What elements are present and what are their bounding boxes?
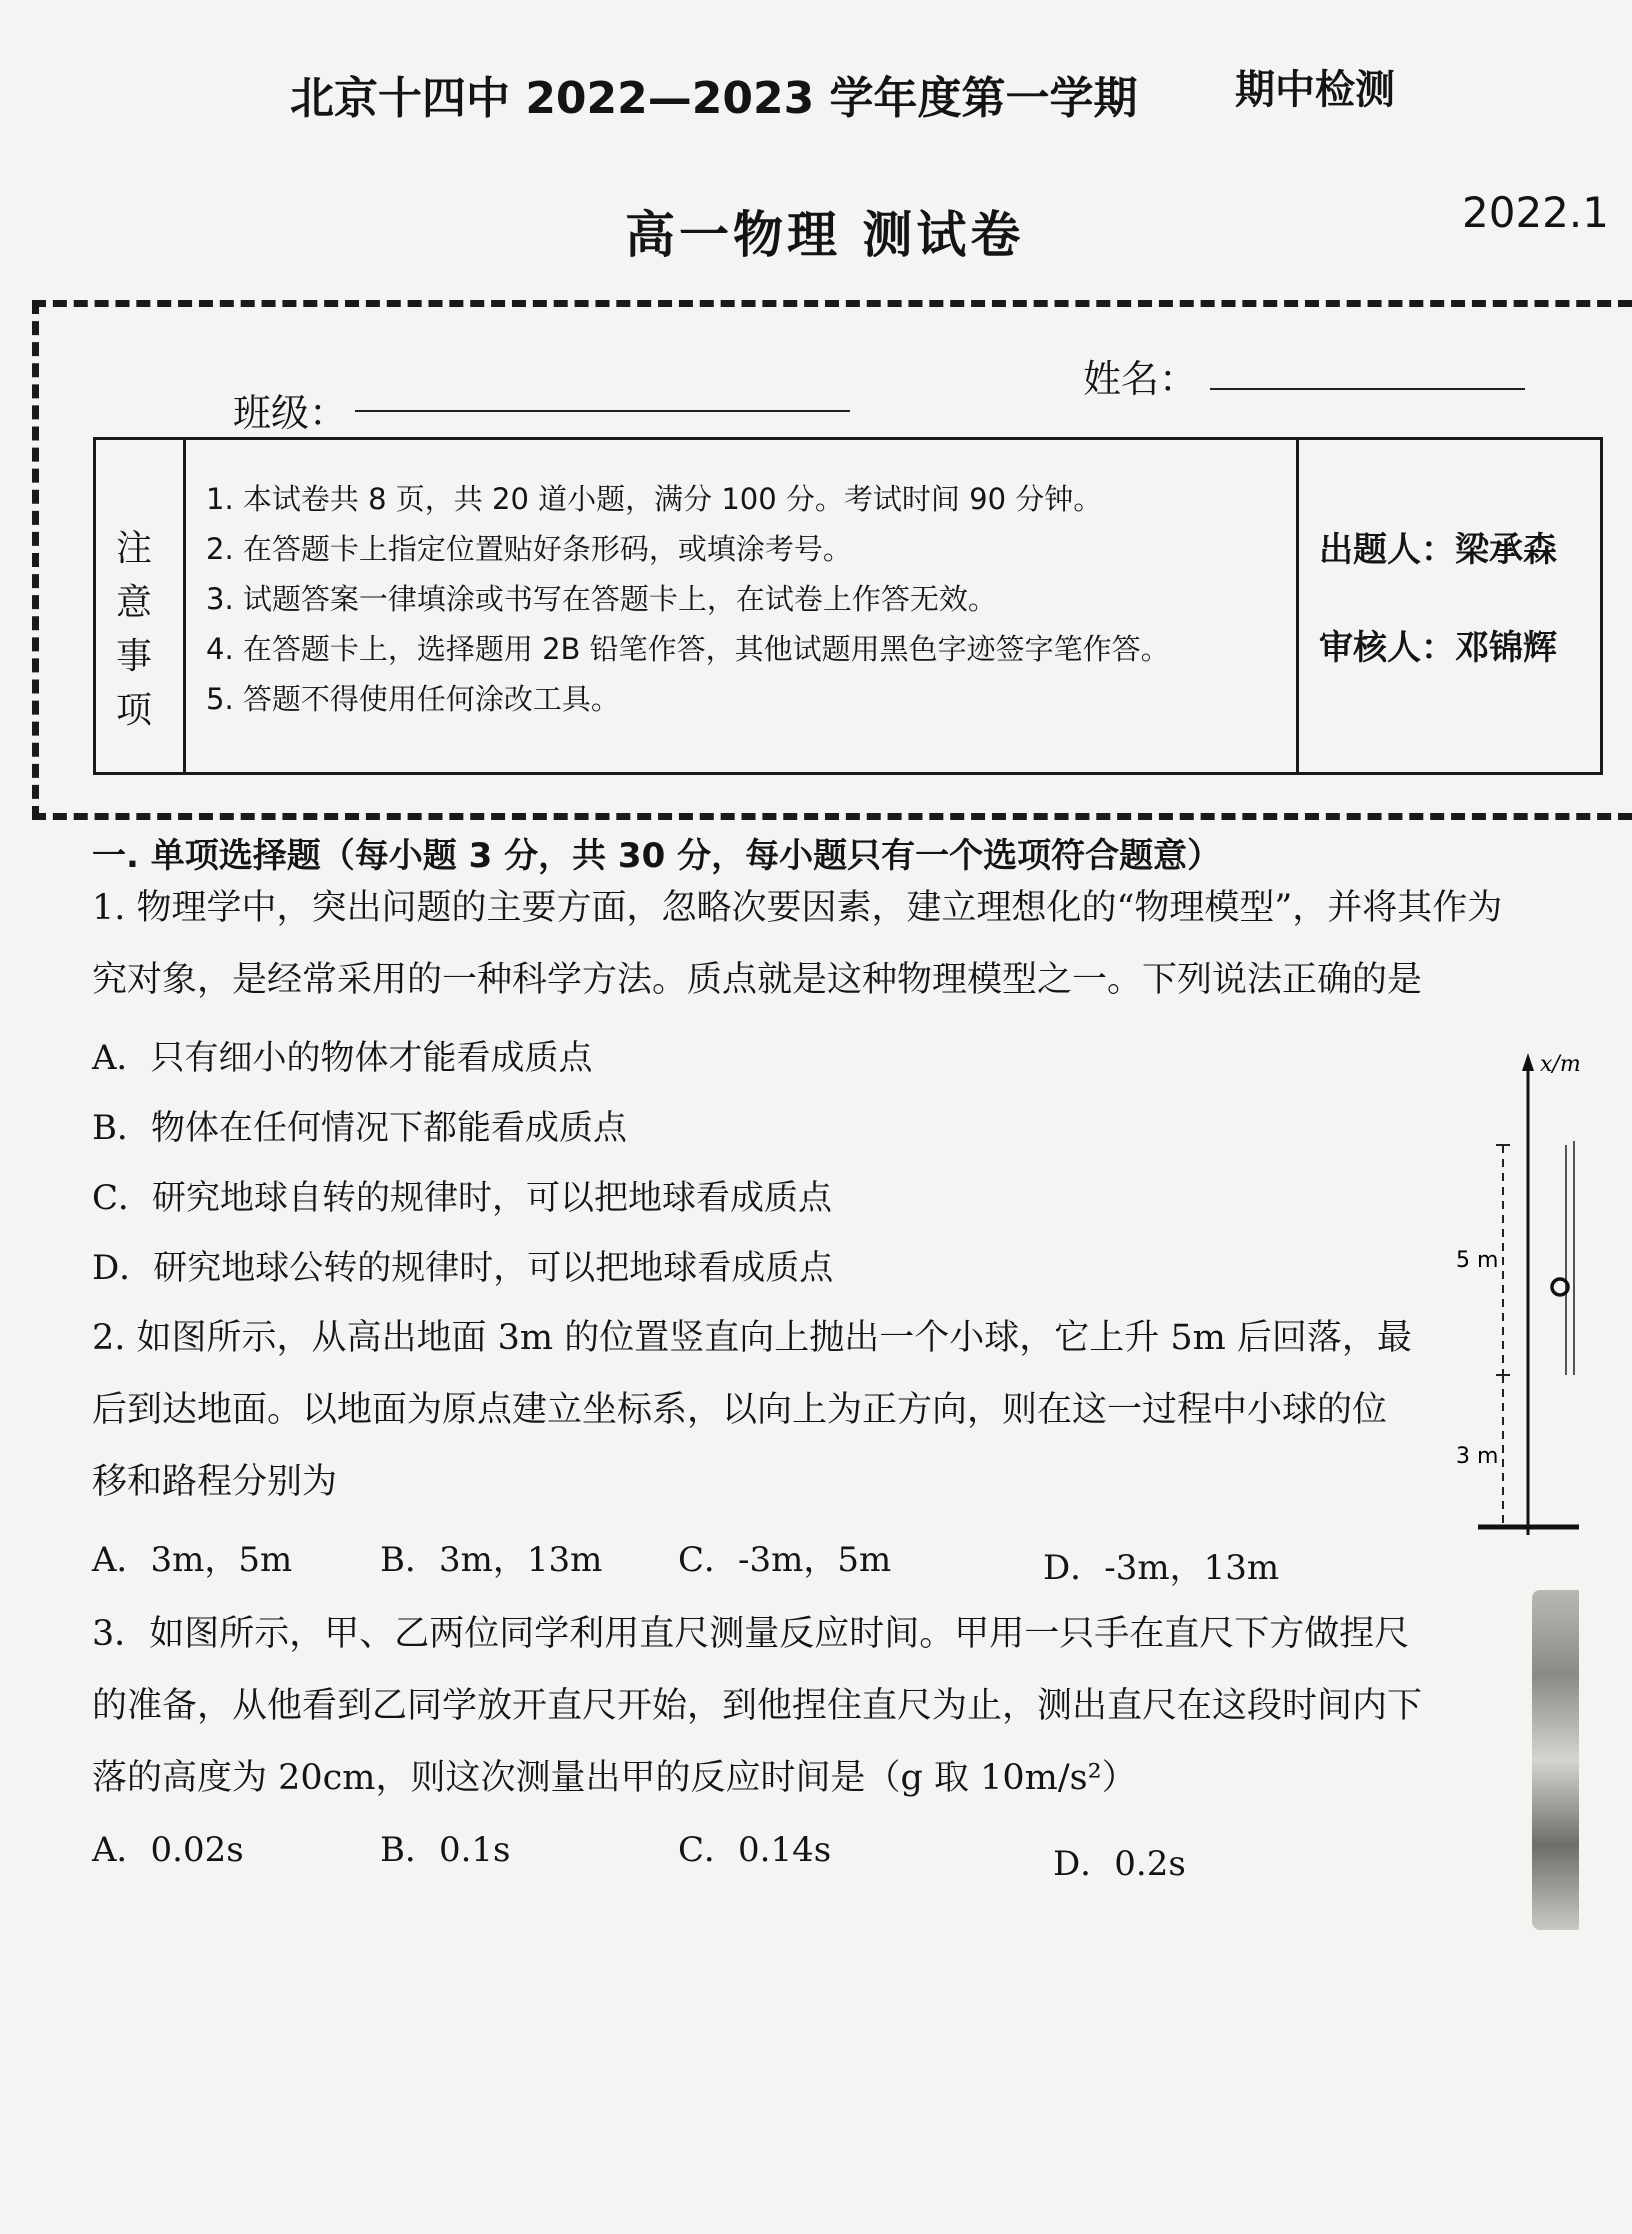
question-1-option-d: D．研究地球公转的规律时，可以把地球看成质点 [92, 1248, 834, 1288]
exam-date: 2022.1 [1462, 188, 1609, 237]
notice-item: 2. 在答题卡上指定位置贴好条形码，或填涂考号。 [206, 532, 852, 566]
question-1-option-c: C．研究地球自转的规律时，可以把地球看成质点 [92, 1178, 833, 1218]
ball-path-line [1566, 1141, 1574, 1375]
question-3-line-2: 的准备，从他看到乙同学放开直尺开始，到他捏住直尺为止，测出直尺在这段时间内下 [92, 1686, 1423, 1726]
name-label: 姓名： [1083, 357, 1198, 401]
question-3-line-1: 3．如图所示，甲、乙两位同学利用直尺测量反应时间。甲用一只手在直尺下方做捏尺 [92, 1614, 1410, 1654]
height-axis-figure [1448, 1045, 1579, 1545]
school-title: 北京十四中 2022—2023 学年度第一学期 [290, 73, 1138, 124]
question-3-option-d: D．0.2s [1053, 1844, 1186, 1884]
question-1-line-1: 1. 物理学中，突出问题的主要方面，忽略次要因素，建立理想化的“物理模型”，并将其作为 [92, 888, 1503, 928]
question-2-option-b: B．3m，13m [380, 1540, 603, 1580]
notice-item: 1. 本试卷共 8 页，共 20 道小题，满分 100 分。考试时间 90 分钟。 [206, 482, 1103, 516]
question-3-option-b: B．0.1s [380, 1830, 511, 1870]
question-1-option-b: B．物体在任何情况下都能看成质点 [92, 1108, 627, 1148]
question-3-option-a: A．0.02s [92, 1830, 244, 1870]
question-2-line-2: 后到达地面。以地面为原点建立坐标系，以向上为正方向，则在这一过程中小球的位 [92, 1390, 1388, 1430]
name-blank-line [1210, 388, 1525, 390]
question-3-option-c: C．0.14s [678, 1830, 832, 1870]
subject-title: 高一物理 测试卷 [625, 206, 1025, 264]
staff-cell [1296, 440, 1606, 772]
question-2-option-c: C．-3m，5m [678, 1540, 892, 1580]
ruler-photo [1532, 1590, 1579, 1930]
notice-item: 5. 答题不得使用任何涂改工具。 [206, 682, 620, 716]
upper-height-label: 5 m [1456, 1248, 1499, 1273]
question-2-line-1: 2. 如图所示，从高出地面 3m 的位置竖直向上抛出一个小球，它上升 5m 后回落，最 [92, 1318, 1412, 1358]
question-2-option-d: D．-3m，13m [1043, 1548, 1280, 1588]
section-heading: 一. 单项选择题（每小题 3 分，共 30 分，每小题只有一个选项符合题意） [92, 836, 1222, 876]
question-1-line-2: 究对象，是经常采用的一种科学方法。质点就是这种物理模型之一。下列说法正确的是 [92, 960, 1423, 1000]
notice-heading-cell [96, 440, 186, 772]
author-label: 出题人：梁承森 [1319, 530, 1557, 570]
question-1-option-a: A．只有细小的物体才能看成质点 [92, 1038, 593, 1078]
class-blank-line [355, 410, 850, 412]
notice-item: 4. 在答题卡上，选择题用 2B 铅笔作答，其他试题用黑色字迹签字笔作答。 [206, 632, 1170, 666]
class-label: 班级： [233, 391, 348, 435]
lower-height-label: 3 m [1456, 1444, 1499, 1469]
axis-arrow-icon [1522, 1053, 1534, 1071]
notice-item: 3. 试题答案一律填涂或书写在答题卡上，在试卷上作答无效。 [206, 582, 997, 616]
question-2-line-3: 移和路程分别为 [92, 1462, 338, 1502]
reviewer-label: 审核人：邓锦辉 [1319, 628, 1557, 668]
notice-table [93, 437, 1603, 775]
axis-label: x/m [1540, 1052, 1581, 1077]
question-2-option-a: A．3m，5m [92, 1540, 293, 1580]
notice-list [206, 478, 1170, 728]
exam-type: 期中检测 [1235, 67, 1395, 113]
notice-heading: 注意事项 [115, 528, 152, 731]
question-3-line-3: 落的高度为 20cm，则这次测量出甲的反应时间是（g 取 10m/s²） [92, 1758, 1137, 1798]
